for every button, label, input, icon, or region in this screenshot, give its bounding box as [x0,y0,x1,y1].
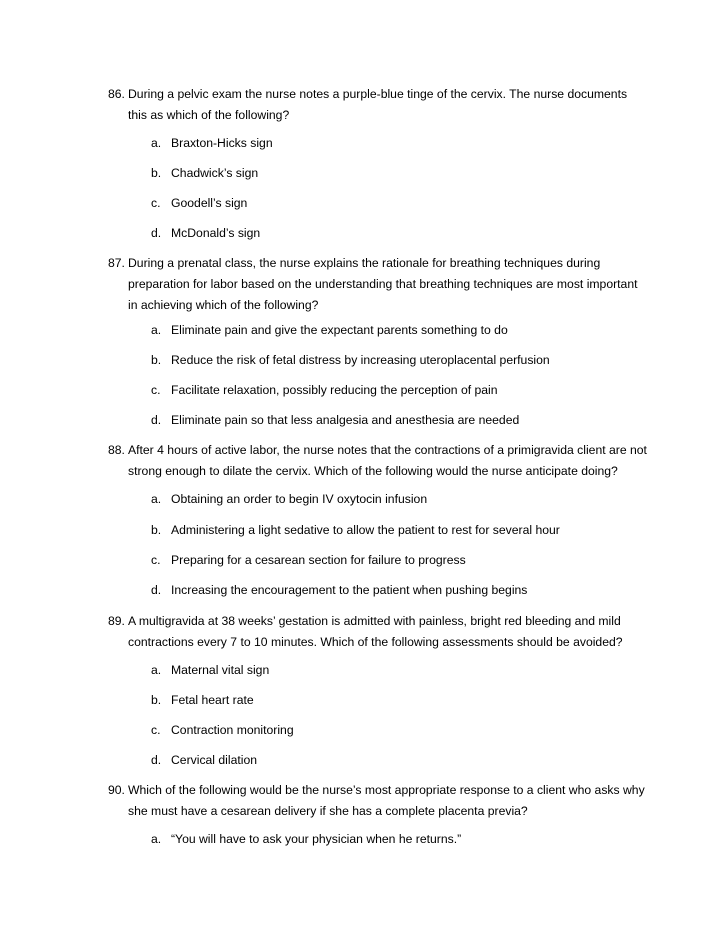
question-number: 87. [108,256,125,270]
question-89 [108,611,648,653]
option-item [151,164,258,182]
question-number: 88. [108,443,125,457]
option-text: Fetal heart rate [171,693,254,707]
question-number: 86. [108,87,125,101]
question-90 [108,780,648,822]
option-item [151,351,550,369]
option-text: Eliminate pain so that less analgesia and anesthesia are needed [171,413,520,427]
option-letter: a. [151,492,162,506]
question-87 [108,253,648,316]
option-item [151,224,260,242]
option-item [151,661,269,679]
option-text: Reduce the risk of fetal distress by increasing uteroplacental perfusion [171,353,550,367]
option-text: McDonald’s sign [171,226,261,240]
option-letter: d. [151,753,162,767]
option-text: Chadwick’s sign [171,166,259,180]
option-letter: b. [151,166,162,180]
option-letter: b. [151,693,162,707]
question-text: During a prenatal class, the nurse explains the rationale for breathing techniques during preparation for labor based on the understanding that breathing techniques are most important in achieving which of the following? [128,256,638,312]
option-text: Goodell’s sign [171,196,248,210]
option-letter: d. [151,583,162,597]
option-letter: a. [151,832,162,846]
option-letter: d. [151,413,162,427]
option-item [151,521,560,539]
option-item [151,321,508,339]
question-text: After 4 hours of active labor, the nurse notes that the contractions of a primigravida client are not strong enough to dilate the cervix. Which of the following would the nurse anticipate doing? [128,443,647,478]
option-letter: a. [151,136,162,150]
question-text: During a pelvic exam the nurse notes a purple-blue tinge of the cervix. The nurse documents this as which of the following? [128,87,628,122]
option-letter: c. [151,383,161,397]
option-text: Contraction monitoring [171,723,294,737]
option-item [151,721,294,739]
question-number: 90. [108,783,125,797]
question-number: 89. [108,614,125,628]
option-letter: a. [151,663,162,677]
option-letter: b. [151,353,162,367]
option-text: Facilitate relaxation, possibly reducing the perception of pain [171,383,498,397]
option-text: Preparing for a cesarean section for failure to progress [171,553,466,567]
question-88 [108,440,648,482]
option-letter: d. [151,226,162,240]
option-text: Increasing the encouragement to the patient when pushing begins [171,583,528,597]
option-letter: c. [151,196,161,210]
option-letter: b. [151,523,162,537]
option-text: Maternal vital sign [171,663,270,677]
option-text: Eliminate pain and give the expectant parents something to do [171,323,508,337]
option-letter: c. [151,553,161,567]
question-86 [108,84,648,126]
option-item [151,490,427,508]
option-item [151,134,273,152]
option-item [151,581,527,599]
option-item [151,691,254,709]
option-item [151,411,519,429]
question-text: Which of the following would be the nurse’s most appropriate response to a client who asks why she must have a cesarean delivery if she has a complete placenta previa? [128,783,645,818]
option-item [151,751,257,769]
option-item [151,194,247,212]
option-text: Administering a light sedative to allow the patient to rest for several hour [171,523,560,537]
option-text: Braxton-Hicks sign [171,136,273,150]
question-text: A multigravida at 38 weeks’ gestation is admitted with painless, bright red bleeding and mild contractions every 7 to 10 minutes. Which of the following assessments should be avoided? [128,614,623,649]
option-text: Obtaining an order to begin IV oxytocin infusion [171,492,428,506]
option-item [151,551,466,569]
option-item [151,830,461,848]
option-text: “You will have to ask your physician when he returns.” [171,832,462,846]
option-letter: a. [151,323,162,337]
option-item [151,381,498,399]
option-letter: c. [151,723,161,737]
option-text: Cervical dilation [171,753,258,767]
